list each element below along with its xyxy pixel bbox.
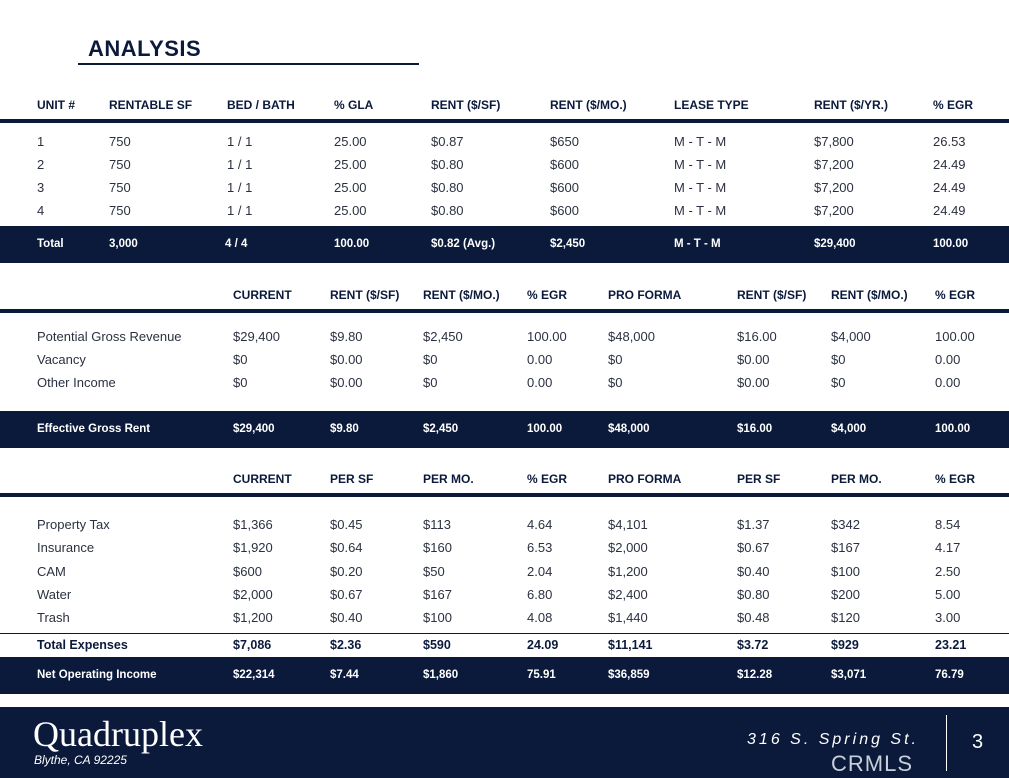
cell-pf-egr: 0.00 [935,375,961,390]
cell-pf-rent-mo: $0 [831,352,846,367]
total-rentable-sf: 3,000 [109,238,138,250]
total-rent-sf: $9.80 [330,423,359,435]
revenue-header-rule [0,309,1009,313]
units-header-row [0,94,1009,116]
cell-rentable-sf: 750 [109,134,131,149]
noi-per-sf: $7.44 [330,669,359,681]
total-pro-forma: $48,000 [608,423,650,435]
cell-per-sf: $0.64 [330,540,363,555]
cell-current: $0 [233,352,248,367]
cell-pro-forma: $0 [608,375,623,390]
cell-bed-bath: 1 / 1 [227,134,253,149]
total-pf-egr: 100.00 [935,423,971,435]
table-row [0,583,1009,606]
cell-pf-egr: 100.00 [935,329,975,344]
cell-egr: 4.08 [527,610,553,625]
cell-label: Vacancy [37,352,86,367]
cell-rent-mo: $600 [550,157,579,172]
header-pf-rent-sf: RENT ($/SF) [737,288,807,302]
cell-lease-type: M - T - M [674,203,727,218]
header-rent-mo: RENT ($/MO.) [423,288,500,302]
total-rent-yr: $29,400 [814,238,856,250]
cell-pf-per-mo: $200 [831,587,860,602]
cell-lease-type: M - T - M [674,180,727,195]
cell-pf-per-mo: $100 [831,564,860,579]
cell-egr: 26.53 [933,134,966,149]
cell-egr: 24.49 [933,180,966,195]
noi-egr: 75.91 [527,669,556,681]
table-row [0,130,1009,153]
header-per-sf: PER SF [330,472,374,486]
cell-egr: 24.49 [933,157,966,172]
cell-per-mo: $100 [423,610,452,625]
header-unit: UNIT # [37,98,76,112]
cell-rent-mo: $2,450 [423,329,463,344]
cell-rent-mo: $0 [423,375,438,390]
cell-per-mo: $113 [423,517,451,532]
cell-current: $600 [233,564,262,579]
cell-rentable-sf: 750 [109,180,131,195]
cell-rent-sf: $9.80 [330,329,363,344]
cell-pf-egr: 0.00 [935,352,961,367]
header-current: CURRENT [233,472,292,486]
table-row [0,176,1009,199]
noi-per-mo: $1,860 [423,669,459,681]
header-pro-forma: PRO FORMA [608,472,682,486]
cell-pf-rent-mo: $0 [831,375,846,390]
table-row [0,348,1009,371]
cell-per-mo: $167 [423,587,452,602]
expenses-header-rule [0,493,1009,497]
noi-pro-forma: $36,859 [608,669,650,681]
cell-bed-bath: 1 / 1 [227,203,253,218]
header-gla: % GLA [334,98,374,112]
page-number: 3 [972,731,984,753]
header-rent-sf: RENT ($/SF) [330,288,400,302]
cell-egr: 6.80 [527,587,553,602]
noi-current: $22,314 [233,669,275,681]
footer-city: Blythe, CA 92225 [34,753,127,767]
cell-current: $1,200 [233,610,273,625]
total-egr: 100.00 [527,423,563,435]
cell-rent-sf: $0.80 [431,157,464,172]
cell-label: Potential Gross Revenue [37,329,182,344]
cell-lease-type: M - T - M [674,134,727,149]
cell-label: Property Tax [37,517,110,532]
revenue-header-row [0,284,1009,306]
header-per-mo: PER MO. [423,472,474,486]
cell-pf-per-sf: $0.67 [737,540,770,555]
total-rent-mo: $2,450 [550,238,586,250]
cell-pf-rent-sf: $0.00 [737,352,770,367]
cell-per-sf: $0.20 [330,564,363,579]
cell-rentable-sf: 750 [109,203,131,218]
cell-rent-mo: $650 [550,134,579,149]
header-current: CURRENT [233,288,292,302]
cell-rent-mo: $600 [550,203,579,218]
noi-band [0,657,1009,694]
table-row [0,560,1009,583]
cell-current: $29,400 [233,329,280,344]
noi-pf-egr: 76.79 [935,669,964,681]
header-pf-egr: % EGR [935,288,976,302]
table-row [0,536,1009,559]
footer-address: 316 S. Spring St. [747,731,919,748]
table-row [0,199,1009,222]
cell-rent-mo: $600 [550,180,579,195]
cell-gla: 25.00 [334,157,367,172]
cell-gla: 25.00 [334,180,367,195]
total-pf-per-sf: $3.72 [737,638,769,652]
cell-rent-yr: $7,200 [814,180,854,195]
expenses-header-row [0,468,1009,490]
cell-current: $1,366 [233,517,273,532]
total-lease-type: M - T - M [674,238,721,250]
cell-unit: 2 [37,157,45,172]
header-bed-bath: BED / BATH [227,98,295,112]
total-label: Total Expenses [37,638,128,652]
page-title: ANALYSIS [88,36,202,61]
cell-label: Insurance [37,540,95,555]
header-pf-egr: % EGR [935,472,976,486]
header-pf-per-sf: PER SF [737,472,781,486]
cell-pro-forma: $4,101 [608,517,648,532]
cell-label: CAM [37,564,66,579]
cell-pro-forma: $48,000 [608,329,655,344]
units-total-band [0,226,1009,263]
cell-bed-bath: 1 / 1 [227,157,253,172]
total-per-sf: $2.36 [330,638,362,652]
cell-pf-rent-sf: $16.00 [737,329,777,344]
expenses-total-row [0,634,1009,656]
cell-rent-yr: $7,800 [814,134,854,149]
cell-egr: 0.00 [527,352,553,367]
table-row [0,371,1009,394]
cell-pf-per-sf: $1.37 [737,517,770,532]
cell-gla: 25.00 [334,134,367,149]
cell-pf-rent-sf: $0.00 [737,375,770,390]
cell-lease-type: M - T - M [674,157,727,172]
header-rentable-sf: RENTABLE SF [109,98,193,112]
page-footer [0,707,1009,778]
cell-pf-per-mo: $167 [831,540,860,555]
cell-pro-forma: $2,000 [608,540,648,555]
total-pf-rent-mo: $4,000 [831,423,867,435]
cell-per-sf: $0.67 [330,587,363,602]
header-lease-type: LEASE TYPE [674,98,749,112]
total-gla: 100.00 [334,238,370,250]
cell-pro-forma: $1,440 [608,610,648,625]
cell-unit: 4 [37,203,45,218]
cell-per-sf: $0.40 [330,610,363,625]
cell-rent-yr: $7,200 [814,203,854,218]
cell-rent-sf: $0.80 [431,180,464,195]
cell-label: Trash [37,610,70,625]
cell-egr: 2.04 [527,564,553,579]
cell-per-mo: $160 [423,540,452,555]
cell-label: Other Income [37,375,116,390]
cell-rent-sf: $0.80 [431,203,464,218]
total-rent-mo: $2,450 [423,423,459,435]
title-underline [78,63,419,65]
header-egr: % EGR [527,472,568,486]
cell-pf-per-mo: $342 [831,517,860,532]
total-current: $7,086 [233,638,272,652]
cell-pf-egr: 2.50 [935,564,961,579]
cell-rent-sf: $0.00 [330,352,363,367]
noi-label: Net Operating Income [37,669,157,681]
cell-unit: 3 [37,180,45,195]
cell-current: $0 [233,375,248,390]
total-pf-egr: 23.21 [935,638,967,652]
cell-pf-rent-mo: $4,000 [831,329,871,344]
header-rent-yr: RENT ($/YR.) [814,98,889,112]
total-rent-sf: $0.82 (Avg.) [431,238,496,250]
cell-label: Water [37,587,72,602]
table-row [0,153,1009,176]
header-pf-per-mo: PER MO. [831,472,882,486]
total-pf-per-mo: $929 [831,638,859,652]
cell-pf-per-sf: $0.40 [737,564,770,579]
cell-pf-per-sf: $0.80 [737,587,770,602]
table-row [0,325,1009,348]
watermark: CRMLS [830,751,913,776]
cell-rent-yr: $7,200 [814,157,854,172]
cell-rent-mo: $0 [423,352,438,367]
cell-unit: 1 [37,134,45,149]
cell-current: $2,000 [233,587,273,602]
header-egr: % EGR [933,98,974,112]
header-rent-sf: RENT ($/SF) [431,98,501,112]
cell-current: $1,920 [233,540,273,555]
cell-pf-egr: 8.54 [935,517,961,532]
header-pf-rent-mo: RENT ($/MO.) [831,288,908,302]
cell-egr: 24.49 [933,203,966,218]
total-bed-bath: 4 / 4 [225,238,248,250]
cell-pf-egr: 5.00 [935,587,961,602]
cell-rentable-sf: 750 [109,157,131,172]
total-label: Effective Gross Rent [37,423,151,435]
total-pf-rent-sf: $16.00 [737,423,773,435]
header-pro-forma: PRO FORMA [608,288,682,302]
noi-pf-per-mo: $3,071 [831,669,867,681]
revenue-total-band [0,411,1009,448]
cell-per-mo: $50 [423,564,445,579]
total-label: Total [37,238,64,250]
brand-logo-text: Quadruplex [33,714,203,754]
table-row [0,606,1009,629]
cell-pf-egr: 4.17 [935,540,961,555]
cell-gla: 25.00 [334,203,367,218]
table-row [0,513,1009,536]
total-egr: 100.00 [933,238,969,250]
cell-pro-forma: $1,200 [608,564,648,579]
cell-bed-bath: 1 / 1 [227,180,253,195]
noi-pf-per-sf: $12.28 [737,669,773,681]
cell-pf-per-mo: $120 [831,610,860,625]
units-header-rule [0,119,1009,123]
header-egr: % EGR [527,288,568,302]
cell-egr: 100.00 [527,329,567,344]
cell-pf-per-sf: $0.48 [737,610,770,625]
cell-pro-forma: $0 [608,352,623,367]
total-pro-forma: $11,141 [608,638,653,652]
total-current: $29,400 [233,423,275,435]
cell-egr: 4.64 [527,517,553,532]
cell-egr: 0.00 [527,375,553,390]
cell-rent-sf: $0.00 [330,375,363,390]
total-per-mo: $590 [423,638,451,652]
cell-pro-forma: $2,400 [608,587,648,602]
header-rent-mo: RENT ($/MO.) [550,98,627,112]
cell-rent-sf: $0.87 [431,134,464,149]
cell-pf-egr: 3.00 [935,610,961,625]
footer-divider [946,715,947,771]
cell-egr: 6.53 [527,540,553,555]
total-egr: 24.09 [527,638,559,652]
cell-per-sf: $0.45 [330,517,363,532]
